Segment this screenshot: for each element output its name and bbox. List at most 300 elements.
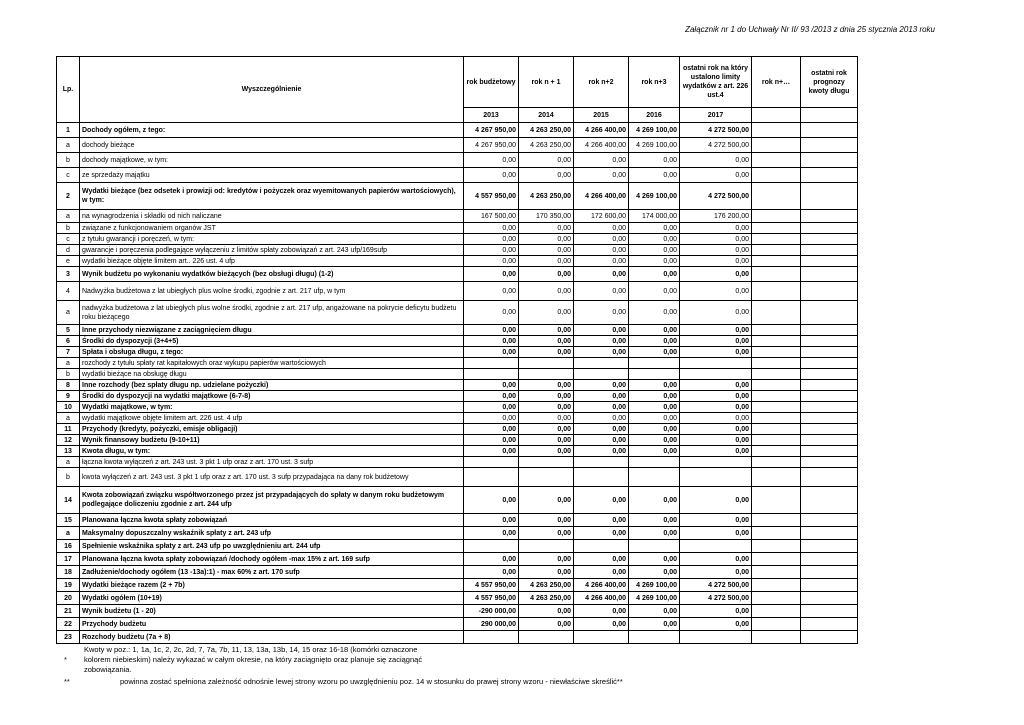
row-number: a bbox=[57, 138, 80, 153]
value-cell: 170 350,00 bbox=[519, 210, 574, 223]
value-cell: 0,00 bbox=[629, 301, 680, 325]
row-number: 10 bbox=[57, 402, 80, 413]
value-cell bbox=[574, 468, 629, 487]
row-number: b bbox=[57, 369, 80, 380]
value-cell: 0,00 bbox=[680, 234, 752, 245]
value-cell bbox=[752, 605, 801, 618]
table-row bbox=[57, 424, 858, 435]
value-cell: 0,00 bbox=[464, 380, 519, 391]
value-cell: 0,00 bbox=[629, 566, 680, 579]
value-cell: 0,00 bbox=[464, 347, 519, 358]
value-cell: 0,00 bbox=[629, 413, 680, 424]
table-row bbox=[57, 234, 858, 245]
row-description: Spełnienie wskaźnika spłaty z art. 243 ufp po uwzględnieniu art. 244 ufp bbox=[80, 540, 464, 553]
value-cell bbox=[752, 413, 801, 424]
row-description: Inne rozchody (bez spłaty długu np. udzielane pożyczki) bbox=[80, 380, 464, 391]
row-number: 18 bbox=[57, 566, 80, 579]
row-number: 2 bbox=[57, 183, 80, 210]
value-cell bbox=[680, 358, 752, 369]
row-description: związane z funkcjonowaniem organów JST bbox=[80, 223, 464, 234]
table-row bbox=[57, 347, 858, 358]
row-description: dochody bieżące bbox=[80, 138, 464, 153]
table-header bbox=[57, 57, 858, 123]
table-row bbox=[57, 631, 858, 644]
value-cell: 0,00 bbox=[519, 301, 574, 325]
value-cell: 0,00 bbox=[464, 336, 519, 347]
table-row bbox=[57, 468, 858, 487]
header-ostatni-rok-prognozy: ostatni rok prognozy kwoty długu bbox=[801, 57, 858, 108]
value-cell: 0,00 bbox=[519, 282, 574, 301]
row-number: 4 bbox=[57, 282, 80, 301]
value-cell: 0,00 bbox=[464, 527, 519, 540]
row-number: d bbox=[57, 245, 80, 256]
value-cell bbox=[801, 435, 858, 446]
row-number: 22 bbox=[57, 618, 80, 631]
value-cell bbox=[574, 369, 629, 380]
value-cell: 0,00 bbox=[574, 605, 629, 618]
value-cell: 0,00 bbox=[519, 553, 574, 566]
row-number: 21 bbox=[57, 605, 80, 618]
table-row bbox=[57, 540, 858, 553]
value-cell bbox=[801, 267, 858, 282]
value-cell: 0,00 bbox=[629, 325, 680, 336]
value-cell bbox=[680, 369, 752, 380]
value-cell: 0,00 bbox=[629, 618, 680, 631]
value-cell: 4 272 500,00 bbox=[680, 592, 752, 605]
row-description: Rozchody budżetu (7a + 8) bbox=[80, 631, 464, 644]
year-cell: 2013 bbox=[464, 108, 519, 123]
value-cell bbox=[629, 468, 680, 487]
value-cell: 0,00 bbox=[680, 487, 752, 514]
value-cell: 0,00 bbox=[464, 553, 519, 566]
value-cell: 4 269 100,00 bbox=[629, 592, 680, 605]
row-description: Zadłużenie/dochody ogółem (13 -13a):1) - max 60% z art. 170 sufp bbox=[80, 566, 464, 579]
value-cell bbox=[801, 301, 858, 325]
value-cell: 4 272 500,00 bbox=[680, 123, 752, 138]
table-body bbox=[57, 123, 858, 644]
value-cell bbox=[801, 369, 858, 380]
value-cell: 4 263 250,00 bbox=[519, 592, 574, 605]
row-description: Planowana łączna kwota spłaty zobowiązań bbox=[80, 514, 464, 527]
value-cell: 0,00 bbox=[574, 168, 629, 183]
value-cell: 0,00 bbox=[519, 336, 574, 347]
value-cell bbox=[752, 223, 801, 234]
row-number: a bbox=[57, 413, 80, 424]
row-number: e bbox=[57, 256, 80, 267]
table-row bbox=[57, 223, 858, 234]
value-cell: 0,00 bbox=[680, 605, 752, 618]
value-cell: 0,00 bbox=[574, 435, 629, 446]
value-cell bbox=[801, 424, 858, 435]
year-cell: 2015 bbox=[574, 108, 629, 123]
value-cell bbox=[752, 380, 801, 391]
value-cell: 0,00 bbox=[464, 402, 519, 413]
row-number: c bbox=[57, 168, 80, 183]
row-description: Kwota długu, w tym: bbox=[80, 446, 464, 457]
value-cell bbox=[752, 457, 801, 468]
value-cell bbox=[752, 527, 801, 540]
row-number: c bbox=[57, 234, 80, 245]
value-cell bbox=[752, 234, 801, 245]
value-cell: 0,00 bbox=[680, 424, 752, 435]
table-row bbox=[57, 183, 858, 210]
value-cell bbox=[801, 183, 858, 210]
value-cell: 0,00 bbox=[680, 553, 752, 566]
value-cell: 0,00 bbox=[464, 168, 519, 183]
value-cell bbox=[801, 618, 858, 631]
value-cell bbox=[752, 168, 801, 183]
table-row bbox=[57, 514, 858, 527]
value-cell: 0,00 bbox=[680, 618, 752, 631]
table-row bbox=[57, 282, 858, 301]
header-rok-n-plus: rok n+… bbox=[752, 57, 801, 108]
row-description: łączna kwota wyłączeń z art. 243 ust. 3 pkt 1 ufp oraz z art. 170 ust. 3 sufp bbox=[80, 457, 464, 468]
value-cell: 0,00 bbox=[574, 336, 629, 347]
value-cell: 0,00 bbox=[574, 391, 629, 402]
value-cell: 290 000,00 bbox=[464, 618, 519, 631]
value-cell: 0,00 bbox=[464, 487, 519, 514]
value-cell bbox=[752, 487, 801, 514]
value-cell: 0,00 bbox=[574, 446, 629, 457]
value-cell: 4 557 950,00 bbox=[464, 183, 519, 210]
value-cell: 0,00 bbox=[574, 301, 629, 325]
row-number: 1 bbox=[57, 123, 80, 138]
value-cell: 0,00 bbox=[519, 514, 574, 527]
row-description: z tytułu gwarancji i poręczeń, w tym: bbox=[80, 234, 464, 245]
row-description: Przychody (kredyty, pożyczki, emisje obligacji) bbox=[80, 424, 464, 435]
value-cell: 0,00 bbox=[519, 245, 574, 256]
row-description: ze sprzedaży majątku bbox=[80, 168, 464, 183]
row-number: b bbox=[57, 153, 80, 168]
value-cell: 4 272 500,00 bbox=[680, 183, 752, 210]
value-cell: 0,00 bbox=[574, 566, 629, 579]
value-cell: 0,00 bbox=[519, 446, 574, 457]
value-cell bbox=[801, 527, 858, 540]
value-cell: 0,00 bbox=[680, 402, 752, 413]
value-cell: 0,00 bbox=[574, 487, 629, 514]
row-number: 15 bbox=[57, 514, 80, 527]
value-cell bbox=[629, 457, 680, 468]
table-row bbox=[57, 605, 858, 618]
value-cell bbox=[519, 540, 574, 553]
value-cell: 176 200,00 bbox=[680, 210, 752, 223]
value-cell: 0,00 bbox=[519, 391, 574, 402]
value-cell: 4 266 400,00 bbox=[574, 138, 629, 153]
value-cell: 0,00 bbox=[574, 267, 629, 282]
value-cell: 4 269 100,00 bbox=[629, 123, 680, 138]
value-cell: 0,00 bbox=[464, 413, 519, 424]
value-cell: 0,00 bbox=[680, 446, 752, 457]
value-cell: 4 266 400,00 bbox=[574, 183, 629, 210]
value-cell: 0,00 bbox=[519, 527, 574, 540]
value-cell bbox=[801, 487, 858, 514]
value-cell bbox=[801, 631, 858, 644]
value-cell: 0,00 bbox=[629, 267, 680, 282]
value-cell bbox=[752, 347, 801, 358]
row-description: Wydatki ogółem (10+19) bbox=[80, 592, 464, 605]
value-cell bbox=[752, 435, 801, 446]
value-cell: 4 266 400,00 bbox=[574, 579, 629, 592]
value-cell: 4 267 950,00 bbox=[464, 138, 519, 153]
value-cell: 4 263 250,00 bbox=[519, 123, 574, 138]
table-row bbox=[57, 380, 858, 391]
value-cell bbox=[752, 424, 801, 435]
value-cell bbox=[801, 358, 858, 369]
footnote-double-star-mark: ** bbox=[64, 677, 70, 686]
value-cell bbox=[801, 579, 858, 592]
value-cell bbox=[752, 566, 801, 579]
value-cell bbox=[574, 358, 629, 369]
value-cell bbox=[680, 631, 752, 644]
value-cell: 0,00 bbox=[464, 234, 519, 245]
value-cell bbox=[752, 553, 801, 566]
value-cell: 0,00 bbox=[464, 256, 519, 267]
value-cell: 0,00 bbox=[680, 325, 752, 336]
value-cell: 0,00 bbox=[574, 325, 629, 336]
value-cell bbox=[519, 468, 574, 487]
value-cell: 4 266 400,00 bbox=[574, 123, 629, 138]
value-cell bbox=[752, 446, 801, 457]
value-cell bbox=[752, 358, 801, 369]
value-cell: 0,00 bbox=[464, 424, 519, 435]
value-cell bbox=[519, 631, 574, 644]
header-rok-n1: rok n + 1 bbox=[519, 57, 574, 108]
value-cell: 0,00 bbox=[629, 514, 680, 527]
footnote-star-line: zobowiązania. bbox=[84, 665, 132, 674]
row-number: a bbox=[57, 358, 80, 369]
value-cell: 0,00 bbox=[629, 402, 680, 413]
value-cell: 0,00 bbox=[464, 325, 519, 336]
value-cell: 0,00 bbox=[574, 618, 629, 631]
row-number: b bbox=[57, 468, 80, 487]
value-cell: 0,00 bbox=[680, 245, 752, 256]
table-row bbox=[57, 446, 858, 457]
value-cell bbox=[801, 347, 858, 358]
value-cell: 0,00 bbox=[519, 256, 574, 267]
value-cell: 0,00 bbox=[519, 168, 574, 183]
value-cell: 4 263 250,00 bbox=[519, 183, 574, 210]
value-cell bbox=[752, 514, 801, 527]
value-cell bbox=[464, 468, 519, 487]
table-row bbox=[57, 123, 858, 138]
value-cell bbox=[752, 402, 801, 413]
row-number: 3 bbox=[57, 267, 80, 282]
value-cell: 0,00 bbox=[680, 223, 752, 234]
value-cell bbox=[464, 631, 519, 644]
year-cell bbox=[801, 108, 858, 123]
table-row bbox=[57, 527, 858, 540]
footnote-star-line: Kwoty w poz.: 1, 1a, 1c, 2, 2c, 2d, 7, 7a, 7b, 11, 13, 13a, 13b, 14, 15 oraz 16-18 (komórki oznaczone bbox=[84, 645, 418, 654]
value-cell: 4 557 950,00 bbox=[464, 592, 519, 605]
value-cell bbox=[752, 631, 801, 644]
value-cell: 0,00 bbox=[574, 234, 629, 245]
row-description: rozchody z tytułu spłaty rat kapitałowych oraz wykupu papierów wartościowych bbox=[80, 358, 464, 369]
value-cell: 0,00 bbox=[574, 223, 629, 234]
value-cell: 0,00 bbox=[519, 566, 574, 579]
value-cell bbox=[752, 325, 801, 336]
value-cell: 0,00 bbox=[519, 234, 574, 245]
value-cell bbox=[801, 540, 858, 553]
row-number: 8 bbox=[57, 380, 80, 391]
row-number: 12 bbox=[57, 435, 80, 446]
value-cell: 0,00 bbox=[574, 380, 629, 391]
value-cell bbox=[574, 457, 629, 468]
table-row bbox=[57, 267, 858, 282]
value-cell: 0,00 bbox=[629, 153, 680, 168]
value-cell: 0,00 bbox=[574, 153, 629, 168]
header-ostatni-rok-limity: ostatni rok na który ustalono limity wydatków z art. 226 ust.4 bbox=[680, 57, 752, 108]
table-row bbox=[57, 369, 858, 380]
table-row bbox=[57, 592, 858, 605]
row-description: gwarancje i poręczenia podlegające wyłączeniu z limitów spłaty zobowiązań z art. 243 ufp/169sufp bbox=[80, 245, 464, 256]
row-number: 14 bbox=[57, 487, 80, 514]
row-description: Inne przychody niezwiązane z zaciągnięciem długu bbox=[80, 325, 464, 336]
value-cell: 0,00 bbox=[519, 402, 574, 413]
value-cell bbox=[801, 605, 858, 618]
value-cell bbox=[629, 631, 680, 644]
value-cell: 0,00 bbox=[629, 168, 680, 183]
value-cell bbox=[680, 457, 752, 468]
value-cell: 0,00 bbox=[629, 256, 680, 267]
value-cell: 4 269 100,00 bbox=[629, 138, 680, 153]
value-cell bbox=[752, 579, 801, 592]
value-cell: 0,00 bbox=[629, 234, 680, 245]
row-description: Nadwyżka budżetowa z lat ubiegłych plus wolne środki, zgodnie z art. 217 ufp, w tym bbox=[80, 282, 464, 301]
value-cell bbox=[801, 138, 858, 153]
row-description: Środki do dyspozycji (3+4+5) bbox=[80, 336, 464, 347]
year-cell bbox=[752, 108, 801, 123]
value-cell: 0,00 bbox=[574, 402, 629, 413]
row-number: 5 bbox=[57, 325, 80, 336]
row-description: Wynik budżetu po wykonaniu wydatków bieżących (bez obsługi długu) (1-2) bbox=[80, 267, 464, 282]
value-cell: 0,00 bbox=[464, 223, 519, 234]
table-row bbox=[57, 210, 858, 223]
value-cell: 0,00 bbox=[574, 282, 629, 301]
table-row bbox=[57, 391, 858, 402]
value-cell bbox=[752, 618, 801, 631]
value-cell bbox=[680, 468, 752, 487]
value-cell: 4 272 500,00 bbox=[680, 138, 752, 153]
table-row bbox=[57, 358, 858, 369]
row-description: wydatki bieżące objęte limitem art.. 226 ust. 4 ufp bbox=[80, 256, 464, 267]
value-cell bbox=[801, 380, 858, 391]
value-cell: 0,00 bbox=[574, 553, 629, 566]
value-cell bbox=[752, 592, 801, 605]
value-cell: 0,00 bbox=[574, 256, 629, 267]
value-cell bbox=[801, 153, 858, 168]
row-description: Kwota zobowiązań związku współtworzonego przez jst przypadających do spłaty w danym roku budżetowym podlegające doliczeniu zgodnie z art. 244 ufp bbox=[80, 487, 464, 514]
table-row bbox=[57, 553, 858, 566]
value-cell bbox=[752, 468, 801, 487]
year-cell: 2014 bbox=[519, 108, 574, 123]
value-cell bbox=[519, 369, 574, 380]
row-number: a bbox=[57, 210, 80, 223]
value-cell: 0,00 bbox=[629, 245, 680, 256]
value-cell bbox=[752, 138, 801, 153]
value-cell: 0,00 bbox=[574, 514, 629, 527]
value-cell bbox=[801, 168, 858, 183]
value-cell bbox=[752, 267, 801, 282]
value-cell bbox=[801, 223, 858, 234]
value-cell bbox=[801, 402, 858, 413]
row-description: wydatki majątkowe objęte limitem art. 226 ust. 4 ufp bbox=[80, 413, 464, 424]
value-cell bbox=[629, 369, 680, 380]
footnote-double-star-text: powinna zostać spełniona zależność odnośnie lewej strony wzoru po uwzględnieniu poz. 14 w stosunku do prawej strony wzoru - niewłaściwe skreślić** bbox=[120, 677, 623, 686]
value-cell: 0,00 bbox=[629, 487, 680, 514]
value-cell: 0,00 bbox=[519, 267, 574, 282]
table-row bbox=[57, 435, 858, 446]
value-cell: 0,00 bbox=[574, 527, 629, 540]
table-row bbox=[57, 256, 858, 267]
value-cell: 0,00 bbox=[519, 605, 574, 618]
value-cell: 0,00 bbox=[629, 527, 680, 540]
value-cell: 172 600,00 bbox=[574, 210, 629, 223]
row-description: dochody majątkowe, w tym: bbox=[80, 153, 464, 168]
value-cell bbox=[801, 446, 858, 457]
footnote-star-line: kolorem niebieskim) należy wykazać w całym okresie, na który zaciągnięto oraz planuje się zaciągnąć bbox=[84, 655, 423, 664]
value-cell bbox=[752, 256, 801, 267]
value-cell bbox=[801, 282, 858, 301]
value-cell: 0,00 bbox=[519, 413, 574, 424]
value-cell: 4 263 250,00 bbox=[519, 579, 574, 592]
value-cell bbox=[801, 336, 858, 347]
value-cell: 4 269 100,00 bbox=[629, 579, 680, 592]
value-cell: 0,00 bbox=[574, 424, 629, 435]
table-row bbox=[57, 301, 858, 325]
value-cell bbox=[801, 325, 858, 336]
value-cell: 0,00 bbox=[629, 605, 680, 618]
value-cell: 0,00 bbox=[574, 245, 629, 256]
row-description: Wydatki bieżące (bez odsetek i prowizji od: kredytów i pożyczek oraz wyemitowanych papierów wartościowych), w tym: bbox=[80, 183, 464, 210]
value-cell: 0,00 bbox=[680, 168, 752, 183]
table-row bbox=[57, 402, 858, 413]
value-cell: 4 269 100,00 bbox=[629, 183, 680, 210]
value-cell: 0,00 bbox=[464, 267, 519, 282]
table-row bbox=[57, 618, 858, 631]
value-cell bbox=[752, 123, 801, 138]
value-cell bbox=[801, 123, 858, 138]
value-cell: 4 267 950,00 bbox=[464, 123, 519, 138]
value-cell: 0,00 bbox=[519, 325, 574, 336]
value-cell: 0,00 bbox=[629, 347, 680, 358]
value-cell bbox=[801, 245, 858, 256]
value-cell: 0,00 bbox=[680, 527, 752, 540]
value-cell bbox=[752, 282, 801, 301]
value-cell bbox=[801, 457, 858, 468]
table-row bbox=[57, 457, 858, 468]
row-number: 16 bbox=[57, 540, 80, 553]
value-cell: 0,00 bbox=[629, 391, 680, 402]
value-cell: 0,00 bbox=[680, 380, 752, 391]
value-cell: 0,00 bbox=[680, 391, 752, 402]
table-row bbox=[57, 413, 858, 424]
table-row bbox=[57, 138, 858, 153]
value-cell: 0,00 bbox=[464, 153, 519, 168]
value-cell: 0,00 bbox=[464, 446, 519, 457]
value-cell: 167 500,00 bbox=[464, 210, 519, 223]
table-row bbox=[57, 487, 858, 514]
value-cell: 0,00 bbox=[519, 347, 574, 358]
row-number: 11 bbox=[57, 424, 80, 435]
table-row bbox=[57, 153, 858, 168]
row-number: a bbox=[57, 301, 80, 325]
table-row bbox=[57, 245, 858, 256]
value-cell bbox=[752, 369, 801, 380]
value-cell: 0,00 bbox=[574, 413, 629, 424]
value-cell bbox=[752, 336, 801, 347]
value-cell bbox=[801, 210, 858, 223]
value-cell bbox=[801, 234, 858, 245]
